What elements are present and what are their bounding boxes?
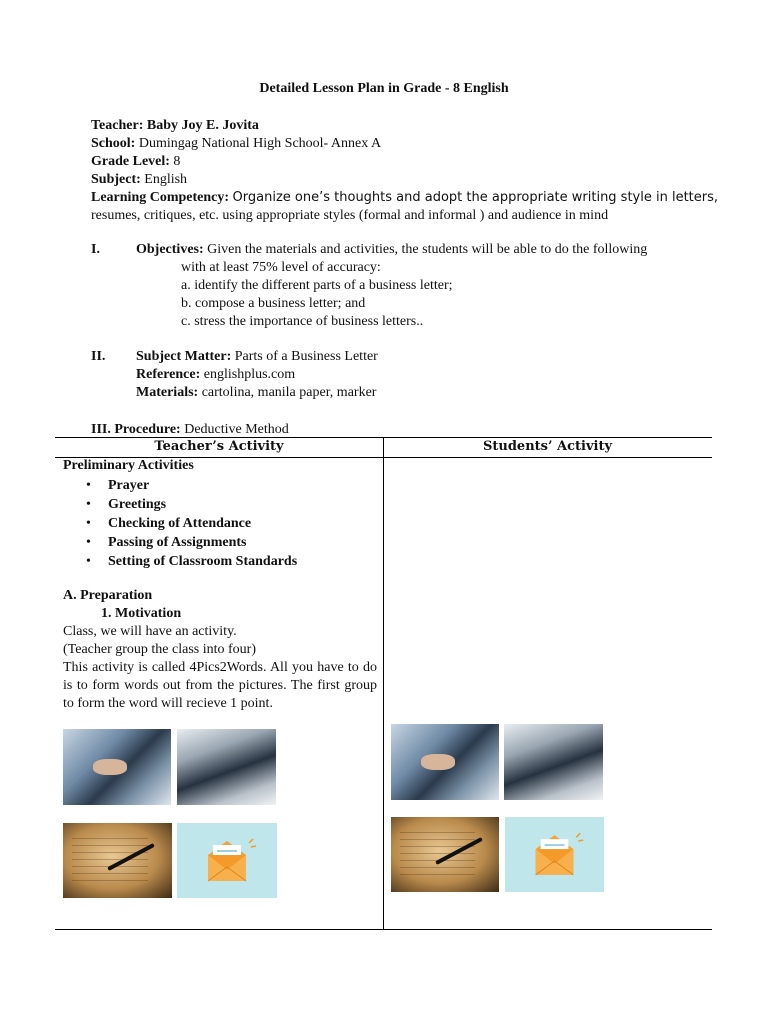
list-item: • Checking of Attendance bbox=[81, 514, 297, 533]
handshake-image bbox=[391, 724, 499, 800]
grade-line: Grade Level: 8 bbox=[91, 154, 181, 169]
list-item: • Setting of Classroom Standards bbox=[81, 552, 297, 571]
competency-continuation: resumes, critiques, etc. using appropriate styles (formal and informal ) and audience in mind bbox=[91, 208, 609, 223]
motivation-title: 1. Motivation bbox=[101, 606, 182, 621]
handshake-image bbox=[63, 729, 171, 805]
preliminary-title: Preliminary Activities bbox=[63, 458, 194, 473]
envelope-icon bbox=[177, 823, 277, 898]
objectives-intro-cont: with at least 75% level of accuracy: bbox=[181, 260, 381, 275]
letter-pen-image bbox=[63, 823, 172, 898]
list-item: • Passing of Assignments bbox=[81, 533, 297, 552]
teacher-line: Teacher: Baby Joy E. Jovita bbox=[91, 118, 259, 133]
school-line: School: Dumingag National High School- Annex A bbox=[91, 136, 382, 151]
procedure-line: III. Procedure: Deductive Method bbox=[91, 422, 289, 437]
table-column-divider bbox=[383, 437, 384, 929]
envelope-icon bbox=[505, 817, 604, 892]
teacher-activity-header: Teacher’s Activity bbox=[154, 439, 284, 454]
envelope-image bbox=[177, 823, 277, 898]
subject-line: Subject: English bbox=[91, 172, 188, 187]
meeting-image bbox=[504, 724, 603, 800]
table-bottom-border bbox=[55, 929, 712, 930]
objectives-line: Objectives: Given the materials and activities, the students will be able to do the following bbox=[136, 242, 648, 257]
meeting-image bbox=[177, 729, 276, 805]
envelope-image bbox=[505, 817, 604, 892]
competency-line: Learning Competency: Organize one’s thoughts and adopt the appropriate writing style in letters, bbox=[91, 190, 719, 205]
subject-matter-numeral: II. bbox=[91, 349, 106, 364]
objective-item-c: c. stress the importance of business letters.. bbox=[181, 314, 424, 329]
objective-item-b: b. compose a business letter; and bbox=[181, 296, 366, 311]
students-activity-header: Students’ Activity bbox=[482, 439, 613, 454]
materials-line: Materials: cartolina, manila paper, marker bbox=[136, 385, 377, 400]
list-item: • Greetings bbox=[81, 495, 297, 514]
page-title: Detailed Lesson Plan in Grade - 8 English bbox=[259, 81, 509, 96]
objective-item-a: a. identify the different parts of a business letter; bbox=[181, 278, 453, 293]
list-item: • Prayer bbox=[81, 476, 297, 495]
letter-pen-image bbox=[391, 817, 499, 892]
motivation-paragraph: This activity is called 4Pics2Words. All you have to do is to form words out from the pictures. The first group to form the word will recieve 1 point. bbox=[63, 660, 377, 711]
objectives-numeral: I. bbox=[91, 242, 100, 257]
reference-line: Reference: englishplus.com bbox=[136, 367, 296, 382]
motivation-line-1: Class, we will have an activity. bbox=[63, 624, 237, 639]
preparation-title: A. Preparation bbox=[63, 588, 153, 603]
preliminary-list bbox=[81, 476, 297, 571]
motivation-line-2: (Teacher group the class into four) bbox=[63, 642, 256, 657]
subject-matter-line: Subject Matter: Parts of a Business Letter bbox=[136, 349, 378, 364]
